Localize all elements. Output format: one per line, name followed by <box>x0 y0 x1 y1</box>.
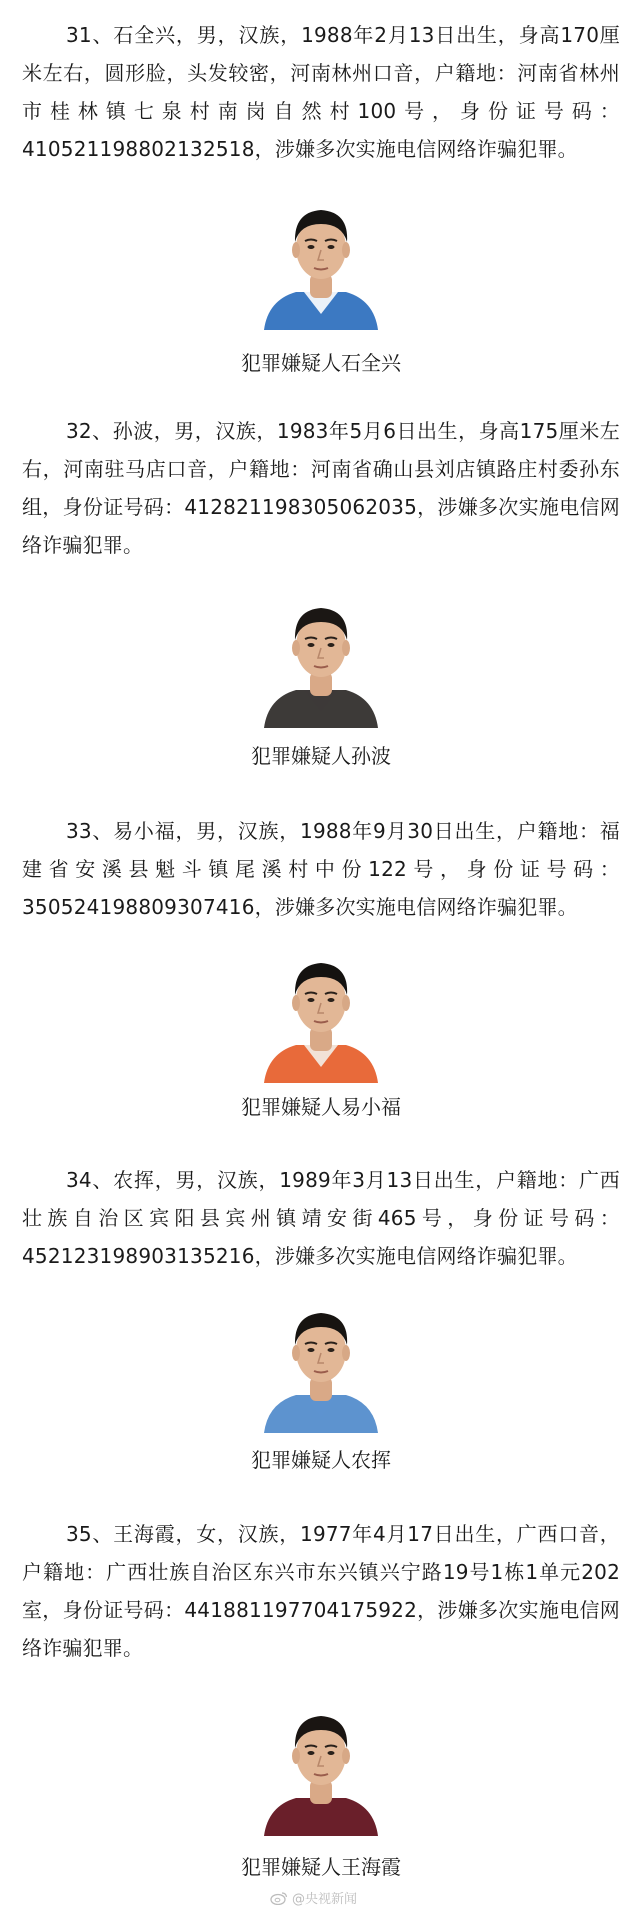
photo-caption: 犯罪嫌疑人王海霞 <box>241 1855 401 1879</box>
suspect-entry-32 <box>0 412 642 564</box>
portrait-image <box>262 1698 380 1836</box>
suspect-photo-31 <box>262 192 380 330</box>
watermark-text: @央视新闻 <box>292 1892 358 1907</box>
suspect-entry-33 <box>0 812 642 926</box>
suspect-entry-34 <box>0 1161 642 1275</box>
suspect-paragraph: 33、易小福，男，汉族，1988年9月30日出生，户籍地：福建省安溪县魁斗镇尾溪村中份122号，身份证号码：350524198809307416，涉嫌多次实施电信网络诈骗犯罪。 <box>22 819 620 919</box>
portrait-image <box>262 1295 380 1433</box>
weibo-watermark <box>270 1888 357 1907</box>
portrait-image <box>262 590 380 728</box>
suspect-photo-35 <box>262 1698 380 1836</box>
photo-caption: 犯罪嫌疑人孙波 <box>251 744 391 768</box>
suspect-paragraph: 34、农挥，男，汉族，1989年3月13日出生，户籍地：广西壮族自治区宾阳县宾州镇靖安街465号，身份证号码：452123198903135216，涉嫌多次实施电信网络诈骗犯罪。 <box>22 1168 620 1268</box>
suspect-photo-34 <box>262 1295 380 1433</box>
photo-caption: 犯罪嫌疑人石全兴 <box>241 351 401 375</box>
suspect-entry-35 <box>0 1515 642 1667</box>
portrait-image <box>262 945 380 1083</box>
photo-caption: 犯罪嫌疑人农挥 <box>251 1448 391 1472</box>
suspect-paragraph: 31、石全兴，男，汉族，1988年2月13日出生，身高170厘米左右，圆形脸，头发较密，河南林州口音，户籍地：河南省林州市桂林镇七泉村南岗自然村100号，身份证号码：410521198802132518，涉嫌多次实施电信网络诈骗犯罪。 <box>22 23 620 161</box>
photo-caption: 犯罪嫌疑人易小福 <box>241 1095 401 1119</box>
suspect-paragraph: 32、孙波，男，汉族，1983年5月6日出生，身高175厘米左右，河南驻马店口音，户籍地：河南省确山县刘店镇路庄村委孙东组，身份证号码：412821198305062035，涉嫌多次实施电信网络诈骗犯罪。 <box>22 419 620 557</box>
weibo-logo-icon <box>270 1891 288 1905</box>
suspect-photo-32 <box>262 590 380 728</box>
suspect-entry-31 <box>0 16 642 168</box>
suspect-paragraph: 35、王海霞，女，汉族，1977年4月17日出生，广西口音，户籍地：广西壮族自治区东兴市东兴镇兴宁路19号1栋1单元202室，身份证号码：441881197704175922，涉嫌多次实施电信网络诈骗犯罪。 <box>22 1522 620 1660</box>
portrait-image <box>262 192 380 330</box>
suspect-photo-33 <box>262 945 380 1083</box>
